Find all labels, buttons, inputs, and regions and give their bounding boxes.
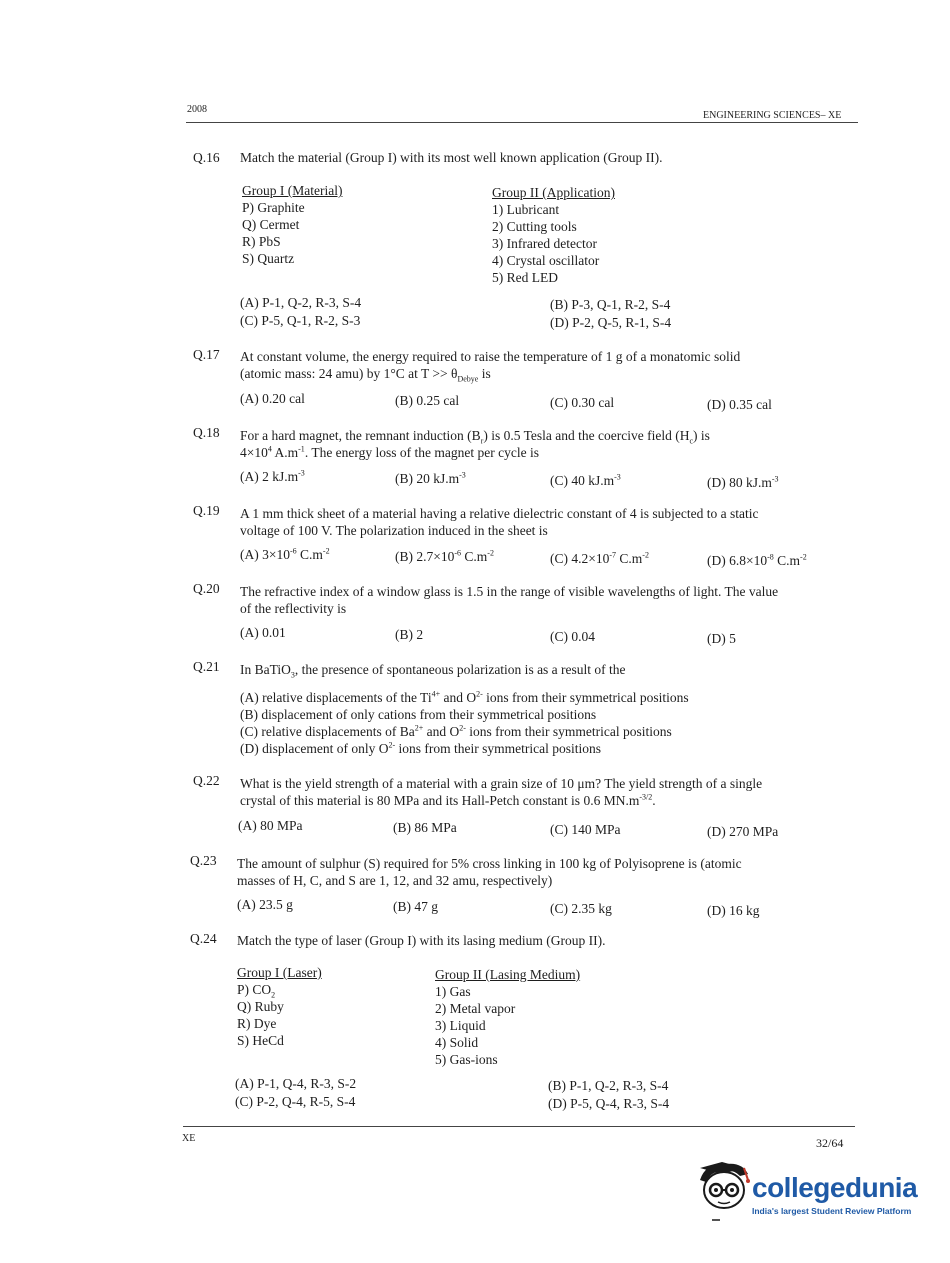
q20-option-b: (B) 2 [395,627,424,642]
q16-option-a: (A) P-1, Q-2, R-3, S-4 [240,295,362,310]
q16-option-c: (C) P-5, Q-1, R-2, S-3 [240,313,361,328]
q24-g2-item: 1) Gas [435,984,471,999]
header-subject: ENGINEERING SCIENCES– XE [703,110,842,121]
q22-number: Q.22 [193,773,220,788]
q20-option-a: (A) 0.01 [240,625,286,640]
q17-option-a: (A) 0.20 cal [240,391,305,406]
q24-option-c: (C) P-2, Q-4, R-5, S-4 [235,1094,356,1109]
q17-option-b: (B) 0.25 cal [395,393,460,408]
q18-option-a: (A) 2 $kJ.m^{-3}$ [240,468,305,484]
q16-g2-item: 1) Lubricant [492,202,560,217]
q16-g1-item: S) Quartz [242,251,295,266]
q22-option-b: (B) 86 MPa [393,820,457,835]
q16-g2-item: 3) Infrared detector [492,236,597,251]
q22-option-d: (D) 270 MPa [707,824,779,839]
q18-option-c: (C) 40 $kJ.m^{-3}$ [550,472,621,488]
q21-options [240,689,689,757]
q22-option-c: (C) 140 MPa [550,822,621,837]
q19-option-a: (A) $3\times 10^{-6}$ $C.m^{-2}$ [240,546,330,562]
q16-g1-item: Q) Cermet [242,217,300,232]
q18-option-b: (B) 20 $kJ.m^{-3}$ [395,470,466,486]
q24-g2-item: 4) Solid [435,1035,479,1050]
logo-tagline: India's largest Student Review Platform [752,1206,912,1216]
q24-g1-item: R) Dye [237,1016,277,1031]
q22-text: What is the yield strength of a material with a grain size of 10 μm? The yield strength of a single crystal of this material is 80 MPa and its Hall-Petch constant is 0.6 $MN.m^{-3/2}$. [240,776,763,808]
footer-code: XE [182,1133,196,1144]
q24-group2 [435,966,580,1068]
q24-group1 [237,964,322,1049]
q16-group2-title: Group II (Application) [492,185,615,200]
q23-option-c: (C) 2.35 kg [550,901,612,916]
q21-option-d: (D) displacement of only $O^{2-}$ ions from their symmetrical positions [240,740,601,756]
q24-g2-item: 5) Gas-ions [435,1052,498,1067]
q24-text: Match the type of laser (Group I) with its lasing medium (Group II). [237,933,606,948]
q24-number: Q.24 [190,931,217,946]
q19-option-d: (D) $6.8\times 10^{-8}$ $C.m^{-2}$ [707,552,807,568]
q18-option-d: (D) 80 $kJ.m^{-3}$ [707,474,779,490]
q24-option-d: (D) P-5, Q-4, R-3, S-4 [548,1096,670,1111]
q21-option-a: (A) relative displacements of the $Ti^{4+}$ and $O^{2-}$ ions from their symmetrical positions [240,689,689,705]
q16-g2-item: 5) Red LED [492,270,558,285]
header-rule [186,122,858,123]
q24-g2-item: 3) Liquid [435,1018,486,1033]
q21-option-b: (B) displacement of only cations from their symmetrical positions [240,707,597,722]
q23-option-d: (D) 16 kg [707,903,760,918]
q16-option-b: (B) P-3, Q-1, R-2, S-4 [550,297,671,312]
q24-g1-item: P) $CO_2$ [237,982,276,1000]
q23-text: The amount of sulphur (S) required for 5% cross linking in 100 kg of Polyisoprene is (atomic masses of H, C, and S are 1, 12, and 32 amu, respectively) [237,856,742,888]
q17-text: At constant volume, the energy required to raise the temperature of 1 g of a monatomic solid (atomic mass: 24 amu) by 1°C at $T >> \theta_{Debye}$ is [240,349,741,384]
q18-text: For a hard magnet, the remnant induction $(B_r)$ is 0.5 Tesla and the coercive field $(H_c)$ is $4\times 10^4$ $A.m^{-1}$. The energy loss of the magnet per cycle is [240,428,710,460]
q16-group1-title: Group I (Material) [242,183,343,198]
footer-rule [183,1126,855,1127]
q21-option-c: (C) relative displacements of $Ba^{2+}$ and $O^{2-}$ ions from their symmetrical positions [240,723,672,739]
q20-option-c: (C) 0.04 [550,629,595,644]
q16-group2 [492,184,615,286]
q24-group1-title: Group I (Laser) [237,965,322,980]
q23-number: Q.23 [190,853,217,868]
q16-group1 [242,182,342,267]
q22-option-a: (A) 80 MPa [238,818,303,833]
q19-option-c: (C) $4.2\times 10^{-7}$ $C.m^{-2}$ [550,550,649,566]
q24-g1-item: Q) Ruby [237,999,284,1014]
logo-name: collegedunia [752,1172,918,1203]
q19-text: A 1 mm thick sheet of a material having a relative dielectric constant of 4 is subjected to a static voltage of 100 V. The polarization induced in the sheet is [240,506,759,538]
q24-option-a: (A) P-1, Q-4, R-3, S-2 [235,1076,357,1091]
q18-number: Q.18 [193,425,220,440]
q24-g2-item: 2) Metal vapor [435,1001,516,1016]
q19-number: Q.19 [193,503,220,518]
q16-option-d: (D) P-2, Q-5, R-1, S-4 [550,315,672,330]
q16-text: Match the material (Group I) with its most well known application (Group II). [240,150,663,165]
q16-g1-item: P) Graphite [242,200,305,215]
q20-option-d: (D) 5 [707,631,736,646]
q23-option-a: (A) 23.5 g [237,897,293,912]
q24-g1-item: S) HeCd [237,1033,284,1048]
q20-number: Q.20 [193,581,220,596]
q17-number: Q.17 [193,347,220,362]
footer-page: 32/64 [816,1136,844,1150]
q16-g2-item: 4) Crystal oscillator [492,253,600,268]
q16-g2-item: 2) Cutting tools [492,219,577,234]
header-year: 2008 [187,104,207,115]
q24-option-b: (B) P-1, Q-2, R-3, S-4 [548,1078,669,1093]
q24-group2-title: Group II (Lasing Medium) [435,967,581,982]
q21-text: In BaTiO$_3$, the presence of spontaneous polarization is as a result of the [240,662,626,680]
q17-option-d: (D) 0.35 cal [707,397,772,412]
q20-text: The refractive index of a window glass is 1.5 in the range of visible wavelengths of light. The value of the reflectivity is [240,584,779,616]
q23-option-b: (B) 47 g [393,899,438,914]
q19-option-b: (B) $2.7\times 10^{-6}$ $C.m^{-2}$ [395,548,494,564]
q16-g1-item: R) PbS [242,234,281,249]
q17-option-c: (C) 0.30 cal [550,395,615,410]
q16-number: Q.16 [193,150,220,165]
q21-number: Q.21 [193,659,220,674]
